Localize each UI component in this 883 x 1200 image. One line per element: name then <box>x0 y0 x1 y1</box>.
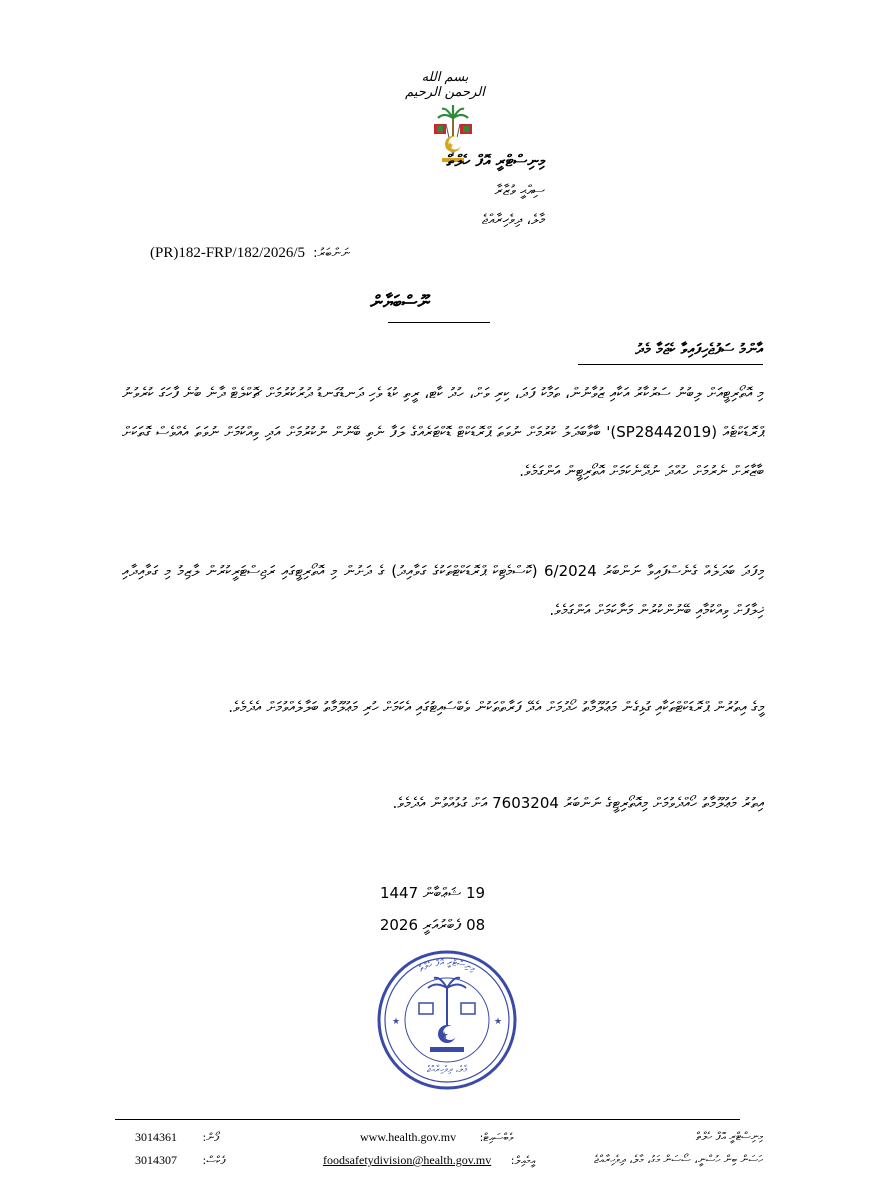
seal-outer-text: މިނިސްޓްރީ އޮފް ހެލްތް <box>417 957 477 975</box>
footer-fax <box>135 1153 225 1168</box>
body-paragraph: މީގެ އިތުރުން ޕްރޮޑަކްޓްތަކާއި ގުޅިގެން މަޢުލޫމާތު ހޯދުމަށް އެދޭ ފަރާތްތަކުން ވެބްސައިޓުގައި އެކަމަށް ހުރި މަޢުލޫމާތު ބަލާލެއްވުމަށް އެދެމެވެ. <box>228 698 764 716</box>
footer-phone <box>135 1130 219 1145</box>
page-title: ނޫސްބަޔާން <box>370 292 430 313</box>
date-gregorian: 08 ފެބްރުއަރީ 2026 <box>379 916 486 934</box>
subtitle: އާންމު ސަފުޖެހިފައިވާ ކެޖަމާ މެދު <box>635 340 763 358</box>
seal-star-left: ★ <box>392 1017 401 1027</box>
fax-number: 3014307 <box>135 1153 177 1167</box>
reference-number: (PR)182-FRP/182/2026/5 <box>150 245 306 261</box>
website-link[interactable]: www.health.gov.mv <box>360 1130 457 1144</box>
org-division: ސިއްޙީ ވުޒާރާ <box>494 183 545 199</box>
phone-label: ފޯން: <box>202 1131 219 1144</box>
seal-bottom-text: މާލެ، ދިވެހިރާއްޖެ <box>426 1065 468 1075</box>
date-hijri: 19 ޝަޢްބާން 1447 <box>379 884 486 902</box>
email-link[interactable]: foodsafetydivision@health.gov.mv <box>323 1153 492 1167</box>
body-paragraph: މިފަދަ ބަދަލެއް ގެނެސްފައިވާ ނަންބަރު 6/2024 (ކޮސްމެޓިކް ޕްރޮޑަކްޓްތަކުގެ ގަވާއިދު) ގެ ދަށުން މި އޮތޯރިޓީގައި ރަޖިސްޓަރީކުރުން ލާޒިމު މި ގަވާއިދާއި ޚިލާފަށް ވިއްކުމާއި ބޭނުންކުރުން މަނާކަމަށް އަންގަމެވެ. <box>122 562 764 619</box>
reference-label: ނަންބަރު: <box>313 246 350 261</box>
official-seal <box>372 948 522 1093</box>
phone-number: 3014361 <box>135 1130 177 1144</box>
footer-divider <box>115 1119 740 1120</box>
body-paragraph: މި އޮތޯރިޓީއަށް ލިބުނު ސަރުކާރު އަކާއި ޒުވާނުން، ތަމާކު ފަދަ، ކިރި ވަށް، ހުދު ކާޓ، ރީތި ކުޑަ ވެހި ދަނޑުގަނޑު ދުރުކުރުމަށް ޗޮކްލެޓް ދާނެ ބުނެ ފާހަގަ ކުރެވުނު ޕްރޮޑަކްޓެއް (SP28442019)' ބާވާބަދަލު ކުރުމަށް ނުވަތަ ޕްރޮޑަކްޓް ޑޮކްޓަރެއްގެ ލަފާ ނެތި ބޭނުން ނުކުރުމަށް އަދި ވިއްކުމަށް ނުވަތަ އެއްވެސް ގޮތަކަށް ބާޒާރަށް ނެރުމަށް ހުއްދަ ނުދޭނެކަމަށް އޮތޯރިޓީން އަންގަމެވެ. <box>122 384 764 480</box>
fax-label: ފެކްސް: <box>202 1154 226 1167</box>
subtitle-underline <box>578 364 763 365</box>
footer-email <box>323 1153 535 1168</box>
basmala: بسم الله الرحمن الرحيم <box>405 70 485 100</box>
body-paragraph: އިތުރު މަޢުލޫމާތު ހޯއްދެވުމަށް މިއޮތޯރިޓީގެ ނަންބަރު 7603204 އަށް ގުޅުއްވުން އެދެމެވެ. <box>392 794 764 812</box>
org-name: މިނިސްޓްރީ އޮފް ހެލްތް <box>446 151 545 170</box>
title-underline <box>388 322 490 323</box>
footer-org: މިނިސްޓްރީ އޮފް ހެލްތް <box>695 1130 763 1143</box>
org-city: މާލެ، ދިވެހިރާއްޖެ <box>481 212 545 228</box>
email-label: އީމެއިލް: <box>510 1154 536 1167</box>
footer-website <box>360 1130 514 1145</box>
reference-number-row <box>150 245 415 262</box>
footer-address: ހަސަން ބިން ހުސްނީ، ސޯސަން މަގު، މާލެ، ދިވެހިރާއްޖެ <box>594 1153 763 1166</box>
seal-star-right: ★ <box>494 1017 503 1027</box>
website-label: ވެބްސައިޓް: <box>479 1131 514 1144</box>
